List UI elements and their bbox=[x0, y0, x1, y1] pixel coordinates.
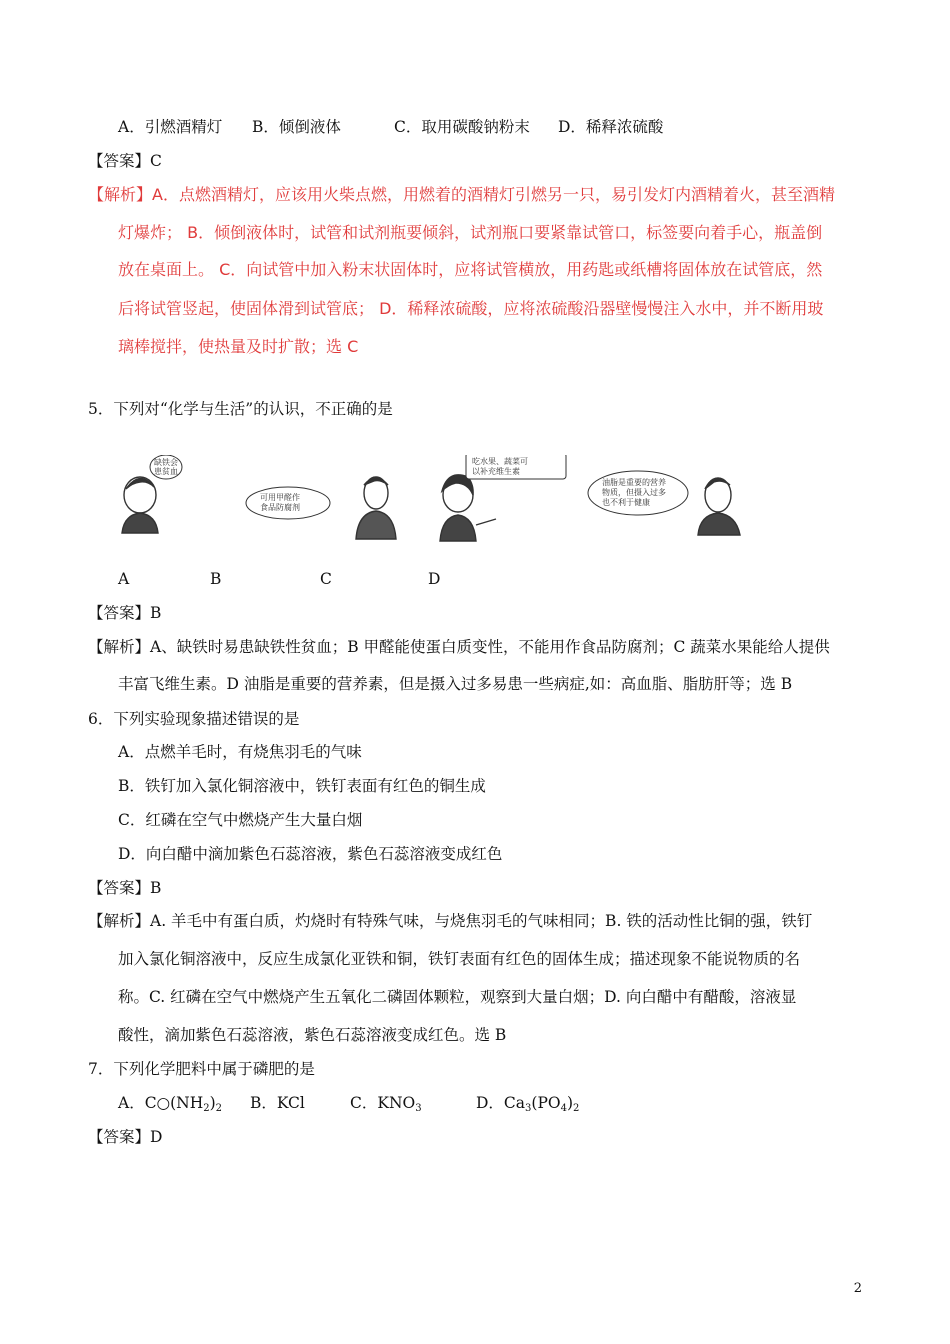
q4-analysis-line: 后将试管竖起，使固体滑到试管底； D．稀释浓硫酸，应将浓硫酸沿器壁慢慢注入水中，并不断用玻 bbox=[118, 299, 824, 318]
bubble-text: 可用甲醛作 bbox=[260, 493, 300, 502]
q6-analysis-line: 称。C. 红磷在空气中燃烧产生五氧化二磷固体颗粒，观察到大量白烟；D. 向白醋中有醋酸，溶液显 bbox=[118, 988, 797, 1006]
q5-illustration bbox=[118, 455, 758, 545]
q5-labels bbox=[118, 569, 440, 589]
q6-analysis-line: 酸性，滴加紫色石蕊溶液，紫色石蕊溶液变成红色。选 B bbox=[118, 1026, 507, 1044]
q5-analysis-line: 丰富飞维生素。D 油脂是重要的营养素，但是摄入过多易患一些病症,如：高血脂、脂肪肝等；选 B bbox=[118, 675, 793, 693]
q6-option-d: D．向白醋中滴加紫色石蕊溶液，紫色石蕊溶液变成红色 bbox=[118, 845, 503, 863]
bubble-text: 以补充维生素 bbox=[472, 467, 520, 476]
q4-option-d: D．稀释浓硫酸 bbox=[558, 118, 664, 136]
q5-label-d: D bbox=[428, 570, 441, 588]
person-d-figure bbox=[698, 478, 740, 535]
bubble-text: 也不利于健康 bbox=[602, 498, 650, 507]
q5-label-a: A bbox=[118, 570, 130, 588]
page-number: 2 bbox=[853, 1281, 862, 1296]
q5-answer: 【答案】B bbox=[88, 604, 162, 622]
q6-option-a: A．点燃羊毛时，有烧焦羽毛的气味 bbox=[118, 743, 362, 761]
bubble-text: 患贫血 bbox=[154, 467, 178, 476]
q4-analysis-line: 灯爆炸； B．倾倒液体时，试管和试剂瓶要倾斜，试剂瓶口要紧靠试管口，标签要向着手心，瓶盖倒 bbox=[118, 223, 823, 242]
person-b-figure bbox=[356, 477, 396, 539]
q4-option-c: C．取用碳酸钠粉末 bbox=[394, 118, 530, 136]
q7-options bbox=[118, 1093, 579, 1119]
person-a-figure bbox=[122, 477, 158, 533]
q7-stem: 7．下列化学肥料中属于磷肥的是 bbox=[88, 1060, 315, 1078]
q5-label-c: C bbox=[320, 570, 332, 588]
bubble-text: 油脂是重要的营养 bbox=[602, 478, 666, 487]
bubble-text: 缺铁会 bbox=[154, 458, 178, 467]
q4-option-b: B．倾倒液体 bbox=[252, 118, 341, 136]
q7-option-c: C．$KNO_3$ bbox=[350, 1094, 422, 1114]
bubble-text: 物质，但摄入过多 bbox=[602, 488, 666, 497]
q7-option-a: A．$C○(NH_2)_2$ bbox=[118, 1094, 223, 1114]
q6-answer: 【答案】B bbox=[88, 879, 162, 897]
q4-options bbox=[118, 117, 663, 137]
q6-option-c: C．红磷在空气中燃烧产生大量白烟 bbox=[118, 811, 363, 829]
q6-analysis-line: 加入氯化铜溶液中，反应生成氯化亚铁和铜，铁钉表面有红色的固体生成；描述现象不能说物质的名 bbox=[118, 950, 801, 968]
q4-option-a: A．引燃酒精灯 bbox=[118, 118, 223, 136]
bubble-text: 食品防腐剂 bbox=[260, 503, 300, 512]
q4-analysis-line: 璃棒搅拌，使热量及时扩散；选 C bbox=[118, 337, 359, 356]
q5-stem: 5．下列对“化学与生活”的认识，不正确的是 bbox=[88, 400, 393, 418]
q4-analysis-line: 放在桌面上。 C．向试管中加入粉末状固体时，应将试管横放，用药匙或纸槽将固体放在试管底，然 bbox=[118, 260, 823, 279]
q5-label-b: B bbox=[210, 570, 222, 588]
q7-answer: 【答案】D bbox=[88, 1128, 163, 1146]
q6-stem: 6．下列实验现象描述错误的是 bbox=[88, 710, 300, 728]
q7-option-b: B．KCl bbox=[250, 1094, 305, 1112]
q5-analysis-line: 【解析】A、缺铁时易患缺铁性贫血；B 甲醛能使蛋白质变性，不能用作食品防腐剂；C 蔬菜水果能给人提供 bbox=[88, 638, 830, 656]
q6-option-b: B．铁钉加入氯化铜溶液中，铁钉表面有红色的铜生成 bbox=[118, 777, 486, 795]
bubble-text: 吃水果、蔬菜可 bbox=[472, 457, 528, 466]
q4-answer: 【答案】C bbox=[88, 152, 162, 170]
q4-analysis-line: 【解析】A．点燃酒精灯，应该用火柴点燃，用燃着的酒精灯引燃另一只，易引发灯内酒精着火，甚至酒精 bbox=[88, 185, 835, 204]
q7-option-d: D．$Ca_3(PO_4)_2$ bbox=[476, 1094, 580, 1114]
q6-analysis-line: 【解析】A. 羊毛中有蛋白质，灼烧时有特殊气味，与烧焦羽毛的气味相同；B. 铁的活动性比铜的强，铁钉 bbox=[88, 912, 813, 930]
person-c-figure bbox=[440, 475, 496, 541]
